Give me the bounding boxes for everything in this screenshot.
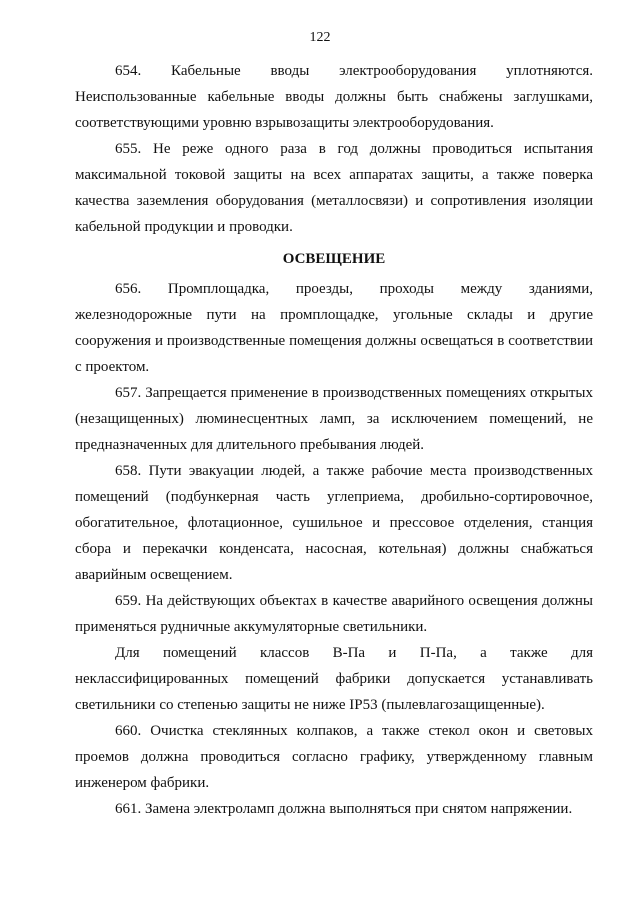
section-heading-lighting: ОСВЕЩЕНИЕ xyxy=(282,251,386,267)
paragraph-661: 661. Замена электроламп должна выполняться при снятом напряжении. xyxy=(115,801,573,817)
paragraph-656: 656. Промплощадка, проезды, проходы между зданиями, железнодорожные пути на промплощадке, угольные склады и другие сооружения и производственные помещения должны освещаться в соответствии с проектом. xyxy=(75,281,593,375)
paragraph-655: 655. Не реже одного раза в год должны проводиться испытания максимальной токовой защиты на всех аппаратах защиты, а также поверка качества заземления оборудования (металлосвязи) и сопротивления изоляции кабельной продукции и проводки. xyxy=(75,141,593,235)
document-body xyxy=(75,58,593,822)
paragraph-657: 657. Запрещается применение в производственных помещениях открытых (незащищенных) люминесцентных ламп, за исключением помещений, не предназначенных для длительного пребывания людей. xyxy=(75,385,593,453)
page-number: 122 xyxy=(309,30,331,45)
paragraph-654: 654. Кабельные вводы электрооборудования уплотняются. Неиспользованные кабельные вводы должны быть снабжены заглушками, соответствующими уровню взрывозащиты электрооборудования. xyxy=(75,63,593,131)
paragraph-659: 659. На действующих объектах в качестве аварийного освещения должны применяться рудничные аккумуляторные светильники. xyxy=(75,593,593,635)
paragraph-659-note: Для помещений классов В-Па и П-Па, а также для неклассифицированных помещений фабрики допускается устанавливать светильники со степенью защиты не ниже IP53 (пылевлагозащищенные). xyxy=(75,645,593,713)
paragraph-658: 658. Пути эвакуации людей, а также рабочие места производственных помещений (подбункерная часть углеприема, дробильно-сортировочное, обогатительное, флотационное, сушильное и прессовое отделения, станция сбора и перекачки конденсата, насосная, котельная) должны снабжаться аварийным освещением. xyxy=(75,463,593,583)
paragraph-660: 660. Очистка стеклянных колпаков, а также стекол окон и световых проемов должна проводиться согласно графику, утвержденному главным инженером фабрики. xyxy=(75,723,593,791)
